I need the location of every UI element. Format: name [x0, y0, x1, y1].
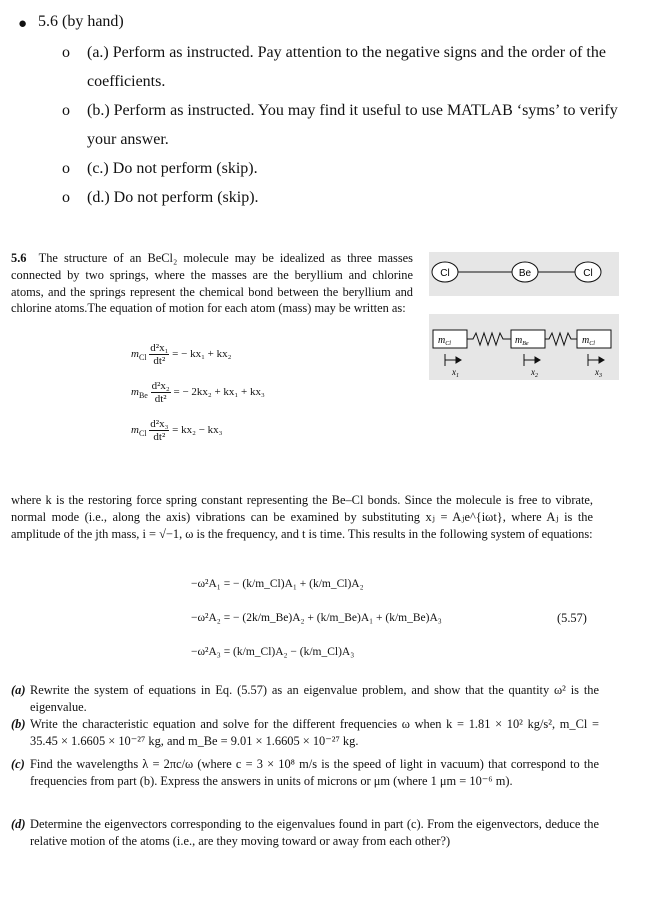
atom-label: Cl [440, 268, 450, 279]
handout-heading: 5.6 (by hand) [38, 13, 124, 30]
eom-2: $m_{Be}$ $\frac{\text{d²x₂}}{\text{dt²}}$ = − 2kx₂ + kx₁ + kx₃ [131, 380, 265, 405]
mass-label: $m_{Be}$ [515, 335, 529, 347]
mass-label: $m_{Cl}$ [582, 335, 595, 347]
item-text: Perform as instructed. Pay attention to the negative signs and the order of the coefficients. [87, 44, 606, 90]
item-text: Do not perform (skip). [112, 160, 258, 177]
system-eq-1: −ω²A₁ = − (k/m_Cl)A₁ + (k/m_Cl)A₂ [191, 578, 364, 590]
handout-item-b [62, 96, 642, 154]
system-eq-3: −ω²A₃ = (k/m_Cl)A₂ − (k/m_Cl)A₃ [191, 646, 355, 658]
eom-1: $m_{Cl}$ $\frac{\text{d²x₁}}{\text{dt²}}$ = − kx₁ + kx₂ [131, 342, 232, 367]
system-eq-2: −ω²A₂ = − (2k/m_Be)A₂ + (k/m_Be)A₁ + (k/m_Be)A₃ [191, 612, 442, 624]
question-b: (b) Write the characteristic equation and solve for the different frequencies ω when k = 1.81 × 10² kg/s², m_Cl = 35.45 × 1.6605 × 10⁻²⁷ kg, and m_Be = 9.01 × 1.6605 × 10⁻²⁷ kg. [11, 717, 599, 748]
x3-label: $x_3$ [595, 367, 602, 379]
item-label: (b.) [87, 102, 110, 119]
equation-number: (5.57) [557, 611, 587, 625]
atom-label: Be [518, 268, 532, 279]
molecule-figure [425, 250, 625, 390]
bullet-icon: ● [18, 16, 28, 32]
question-a: (a) Rewrite the system of equations in Eq. (5.57) as an eigenvalue problem, and show that the quantity ω² is the eigenvalue. [11, 683, 599, 714]
handout-item-d [62, 183, 642, 212]
middle-paragraph: where k is the restoring force spring constant representing the Be–Cl bonds. Since the molecule is free to vibrate, normal mode (i.e., along the axis) vibrations can be examined by substituting xⱼ = Aⱼe^{iωt}, where Aⱼ is the amplitude of the jth mass, i = √−1, ω is the frequency, and t is time. This results in the following system of equations: [11, 493, 593, 541]
item-label: (c.) [87, 160, 109, 177]
item-label: (a.) [87, 44, 109, 61]
x1-label: $x_1$ [452, 367, 459, 379]
circle-bullet-icon: o [62, 102, 70, 119]
question-c: (c) Find the wavelengths λ = 2πc/ω (where c = 3 × 10⁸ m/s is the speed of light in vacuum) that correspond to the frequencies from part (b). Express the answers in units of microns or μm (where 1 μm = 10⁻⁶ m). [11, 757, 599, 788]
problem-intro [11, 250, 413, 317]
item-text: Perform as instructed. You may find it useful to use MATLAB ‘syms’ to verify your answer. [87, 102, 618, 148]
x2-label: $x_2$ [531, 367, 538, 379]
question-d: (d) Determine the eigenvectors corresponding to the eigenvalues found in part (c). From the eigenvectors, deduce the relative motion of the atoms (i.e., are they moving toward or away from each other?) [11, 817, 599, 848]
item-text: Do not perform (skip). [113, 189, 259, 206]
handout-item-c [62, 154, 642, 183]
circle-bullet-icon: o [62, 160, 70, 177]
handout-item-a [62, 38, 642, 96]
item-label: (d.) [87, 189, 110, 206]
intro-text: The structure of an BeCl₂ molecule may be idealized as three masses connected by two springs, where the masses are the beryllium and chlorine atoms, and the springs represent the chemical bond between the beryllium and chlorine atoms.The equation of motion for each atom (mass) may be written as: [11, 251, 413, 316]
mass-label: $m_{Cl}$ [438, 335, 451, 347]
circle-bullet-icon: o [62, 189, 70, 206]
circle-bullet-icon: o [62, 44, 70, 61]
atom-label: Cl [583, 268, 593, 279]
eom-3: $m_{Cl}$ $\frac{\text{d²x₃}}{\text{dt²}}$ = kx₂ − kx₃ [131, 418, 223, 443]
problem-number: 5.6 [11, 251, 27, 265]
